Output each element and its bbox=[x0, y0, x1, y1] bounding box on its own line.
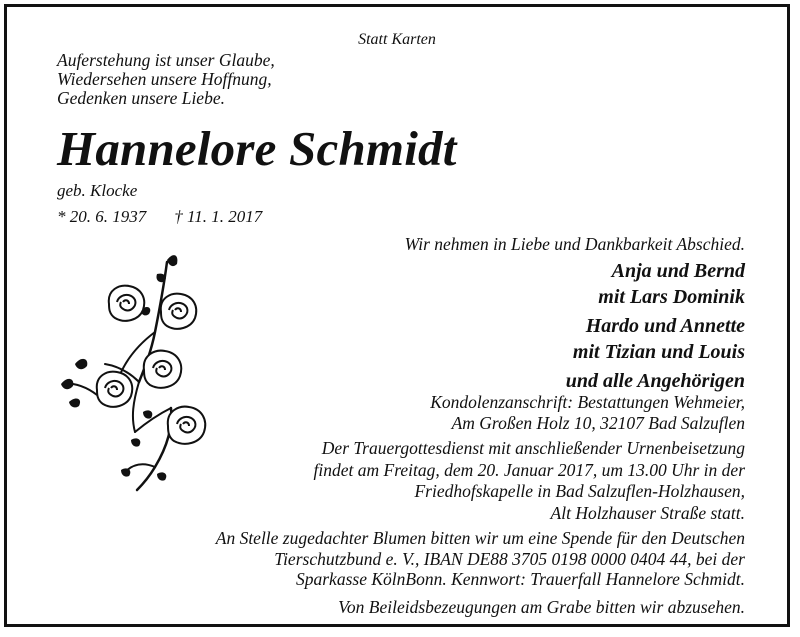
condolence-address bbox=[430, 392, 745, 433]
birth-date: * 20. 6. 1937 bbox=[57, 207, 147, 226]
family-member: mit Tizian und Louis bbox=[572, 340, 745, 363]
service-details bbox=[314, 438, 745, 524]
verse-line: Auferstehung ist unser Glaube, bbox=[57, 50, 275, 70]
family-member: und alle Angehörigen bbox=[565, 370, 745, 392]
statt-karten-label: Statt Karten bbox=[358, 31, 436, 48]
closing-line: Von Beileidsbezeugungen am Grabe bitten wir abzusehen. bbox=[338, 597, 745, 617]
deceased-name: Hannelore Schmidt bbox=[57, 121, 457, 176]
condolence-line: Kondolenzanschrift: Bestattungen Wehmeier, bbox=[430, 392, 745, 412]
service-line: Friedhofskapelle in Bad Salzuflen-Holzhausen, bbox=[414, 481, 745, 501]
service-line: findet am Freitag, dem 20. Januar 2017, um 13.00 Uhr in der bbox=[313, 459, 745, 480]
donation-request bbox=[216, 528, 745, 590]
obituary-notice bbox=[4, 4, 790, 627]
donation-line: Sparkasse KölnBonn. Kennwort: Trauerfall Hannelore Schmidt. bbox=[296, 569, 745, 589]
family-list bbox=[566, 259, 745, 395]
family-member: mit Lars Dominik bbox=[598, 285, 745, 308]
birth-name: geb. Klocke bbox=[57, 181, 138, 200]
family-member: Hardo und Annette bbox=[585, 315, 745, 337]
service-line: Alt Holzhauser Straße statt. bbox=[550, 502, 745, 523]
verse-line: Wiedersehen unsere Hoffnung, bbox=[57, 69, 272, 89]
life-dates bbox=[57, 207, 262, 227]
farewell-line: Wir nehmen in Liebe und Dankbarkeit Abschied. bbox=[404, 234, 745, 254]
verse bbox=[57, 51, 275, 108]
condolence-line: Am Großen Holz 10, 32107 Bad Salzuflen bbox=[451, 412, 745, 433]
family-member: Anja und Bernd bbox=[611, 260, 745, 282]
death-date: † 11. 1. 2017 bbox=[174, 207, 263, 226]
donation-line: An Stelle zugedachter Blumen bitten wir um eine Spende für den Deutschen bbox=[215, 528, 745, 548]
rose-branch-icon bbox=[55, 252, 225, 492]
verse-line: Gedenken unsere Liebe. bbox=[57, 88, 225, 108]
service-line: Der Trauergottesdienst mit anschließender Urnenbeisetzung bbox=[321, 438, 745, 458]
donation-line: Tierschutzbund e. V., IBAN DE88 3705 0198 0000 0404 44, bei der bbox=[274, 548, 745, 569]
